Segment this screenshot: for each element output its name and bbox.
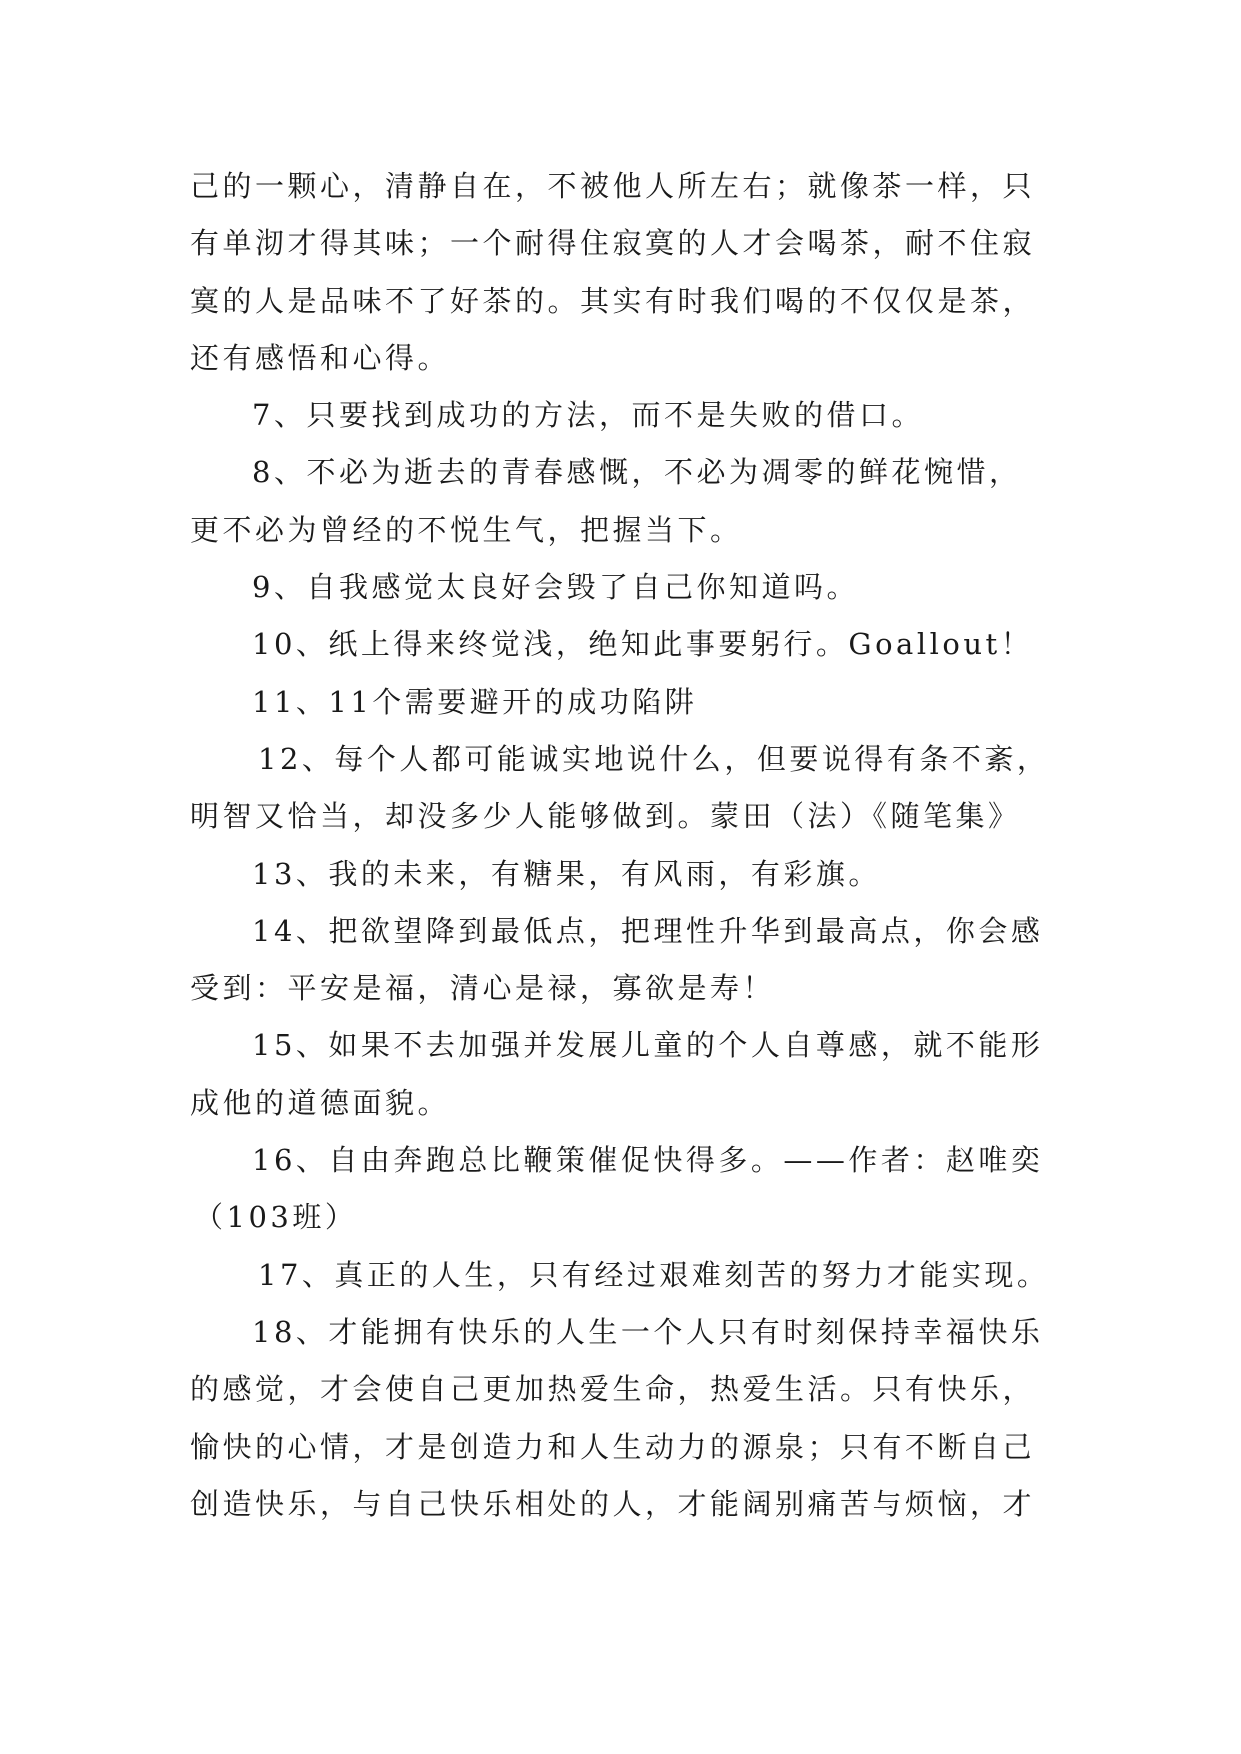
text-line: 13、我的未来，有糖果，有风雨，有彩旗。 [252, 856, 881, 891]
paragraph-9 [190, 559, 1070, 616]
text-line: 9、自我感觉太良好会毁了自己你知道吗。 [252, 570, 859, 605]
text-line: 明智又恰当，却没多少人能够做到。蒙田（法）《随笔集》 [190, 799, 1021, 834]
text-line: 己的一颗心，清静自在，不被他人所左右；就像茶一样，只 [190, 169, 1036, 203]
text-line: （103班） [194, 1200, 358, 1235]
text-line: 受到：平安是福，清心是禄，寡欲是寿！ [190, 971, 776, 1006]
text-line: 8、不必为逝去的青春感慨，不必为凋零的鲜花惋惜， [252, 455, 1022, 490]
paragraph-14 [190, 903, 1070, 1018]
text-line: 的感觉，才会使自己更加热爱生命，热爱生活。只有快乐， [190, 1372, 1036, 1407]
paragraph-11 [190, 674, 1070, 731]
document-body [190, 158, 1070, 1533]
text-line: 14、把欲望降到最低点，把理性升华到最高点，你会感 [252, 913, 1044, 948]
text-line: 18、才能拥有快乐的人生一个人只有时刻保持幸福快乐 [252, 1314, 1044, 1349]
text-line: 有单沏才得其味；一个耐得住寂寞的人才会喝茶，耐不住寂 [190, 226, 1036, 261]
text-line: 愉快的心情，才是创造力和人生动力的源泉；只有不断自己 [190, 1429, 1036, 1464]
text-line: 12、每个人都可能诚实地说什么，但要说得有条不紊， [258, 741, 1050, 776]
paragraph-7 [190, 387, 1070, 444]
paragraph-17 [190, 1247, 1070, 1304]
paragraph-16 [190, 1132, 1070, 1247]
paragraph-10 [190, 616, 1070, 673]
paragraph-13 [190, 846, 1070, 903]
paragraph-18 [190, 1304, 1070, 1533]
text-line: 11、11个需要避开的成功陷阱 [252, 684, 698, 719]
text-line: 15、如果不去加强并发展儿童的个人自尊感，就不能形 [252, 1028, 1044, 1063]
text-line: 还有感悟和心得。 [190, 340, 451, 375]
text-line: 16、自由奔跑总比鞭策催促快得多。——作者：赵唯奕 [252, 1143, 1044, 1178]
paragraph-15 [190, 1017, 1070, 1132]
paragraph-8 [190, 444, 1070, 559]
text-line: 更不必为曾经的不悦生气，把握当下。 [190, 512, 743, 547]
text-line: 17、真正的人生，只有经过艰难刻苦的努力才能实现。 [258, 1257, 1050, 1292]
paragraph-12 [190, 731, 1070, 846]
text-line: 创造快乐，与自己快乐相处的人，才能阔别痛苦与烦恼，才 [190, 1486, 1036, 1521]
text-line: 寞的人是品味不了好茶的。其实有时我们喝的不仅仅是茶， [190, 283, 1036, 318]
paragraph-continuation [190, 158, 1070, 387]
text-line: 7、只要找到成功的方法，而不是失败的借口。 [252, 398, 924, 433]
text-line: 10、纸上得来终觉浅，绝知此事要躬行。Goallout！ [252, 627, 1034, 662]
text-line: 成他的道德面貌。 [190, 1085, 451, 1120]
